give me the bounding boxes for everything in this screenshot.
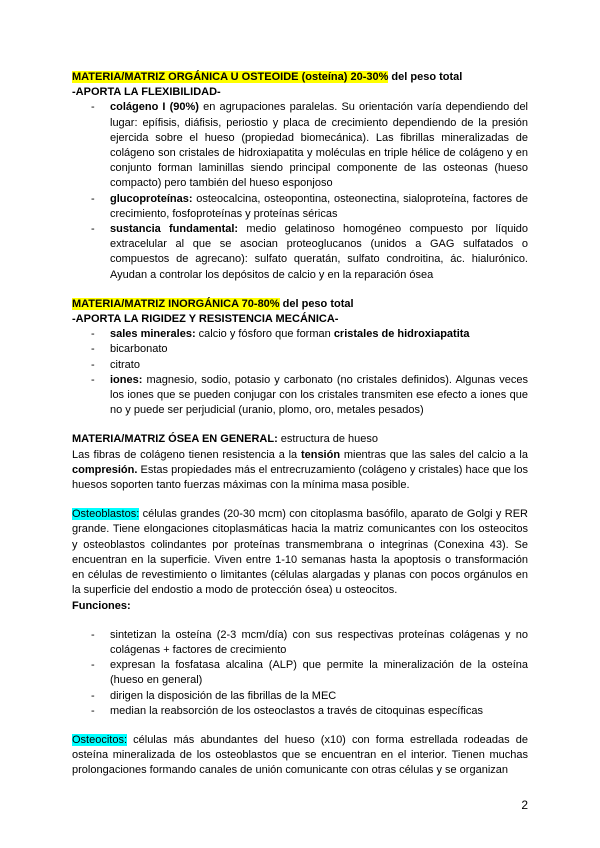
list-item: - colágeno I (90%) en agrupaciones paralelas. Su orientación varía dependiendo del lugar: epífisis, diáfisis, periostio y placa de crecimiento dependiendo de la presión ejercida sobre el hueso (propiedad biomecánica). Las fibrillas mineralizadas de colágeno son cristales de hidroxiapatita y moléculas en triple hélice de colágeno y en conjunto forman laminillas siendo principal componente de las osteonas (hueso compacto) pero también del hueso esponjoso (72, 100, 528, 191)
list-item: - sustancia fundamental: medio gelatinoso homogéneo compuesto por líquido extracelular al que se asocian proteoglucanos (unidos a GAG sulfatados o compuestos de agrecano): sulfato queratán, sulfato condroitina, ác. hialurónico. Ayudan a controlar los depósitos de calcio y en la reparación ósea (72, 222, 528, 283)
list-item: - sintetizan la osteína (2-3 mcm/día) con sus respectivas proteínas colágenas y no colágenas + factores de crecimiento (72, 628, 528, 658)
general-title: MATERIA/MATRIZ ÓSEA EN GENERAL: estructura de hueso (72, 433, 379, 446)
document-page (72, 70, 528, 779)
list-item: - dirigen la disposición de las fibrillas de la MEC (72, 689, 528, 704)
funciones-heading: Funciones: (72, 599, 131, 612)
page-number: 2 (521, 798, 528, 812)
list-item: - glucoproteínas: osteocalcina, osteopontina, osteonectina, sialoproteína, factores de crecimiento, fosfoproteínas y proteínas séricas (72, 192, 528, 222)
list-item: - median la reabsorción de los osteoclastos a través de citoquinas específicas (72, 704, 528, 719)
organic-subtitle: -APORTA LA FLEXIBILIDAD- (72, 86, 221, 99)
list-item: - iones: magnesio, sodio, potasio y carbonato (no cristales definidos). Algunas veces los iones que se pueden conjugar con los cristales transmiten ese efecto a iones que no y puede ser perjudicial (uranio, plomo, oro, metales pesados) (72, 373, 528, 419)
osteocitos-paragraph: Osteocitos: células más abundantes del hueso (x10) con forma estrellada rodeadas de osteína mineralizada de los osteoblastos que se encuentran en el interior. Tienen muchas prolongaciones formando canales de unión comunicante con otras células y se organizan (72, 733, 528, 777)
general-paragraph: Las fibras de colágeno tienen resistencia a la tensión mientras que las sales del calcio a la compresión. Estas propiedades más el entrecruzamiento (colágeno y cristales) hace que los huesos soporten tanto fuerzas máximas con la mínima masa posible. (72, 448, 528, 492)
list-item: - sales minerales: calcio y fósforo que forman cristales de hidroxiapatita (72, 327, 528, 342)
list-item: - citrato (72, 358, 528, 373)
organic-list (72, 100, 528, 282)
osteoblastos-paragraph: Osteoblastos: células grandes (20-30 mcm) con citoplasma basófilo, aparato de Golgi y RER grande. Tiene elongaciones citoplasmáticas hacia la matriz comunicantes con los osteocitos y osteoblastos colindantes por proteínas transmembrana o integrinas (Conexina 43). Se encuentran en la superficie. Viven entre 1-10 semanas hasta la apoptosis o transformación en células de revestimiento o limitantes (células alargadas y planas con pocos orgánulos en la superficie del endostio a modo de protección ósea) u osteocitos. (72, 508, 528, 597)
organic-title: MATERIA/MATRIZ ORGÁNICA U OSTEOIDE (osteína) 20-30% del peso total (72, 71, 463, 83)
osteoblastos-functions-list (72, 628, 528, 719)
list-item: - expresan la fosfatasa alcalina (ALP) que permite la mineralización de la osteína (hueso en general) (72, 658, 528, 688)
inorganic-subtitle: -APORTA LA RIGIDEZ Y RESISTENCIA MECÁNICA- (72, 313, 339, 326)
inorganic-title: MATERIA/MATRIZ INORGÁNICA 70-80% del peso total (72, 297, 354, 310)
list-item: - bicarbonato (72, 342, 528, 357)
inorganic-list (72, 327, 528, 418)
